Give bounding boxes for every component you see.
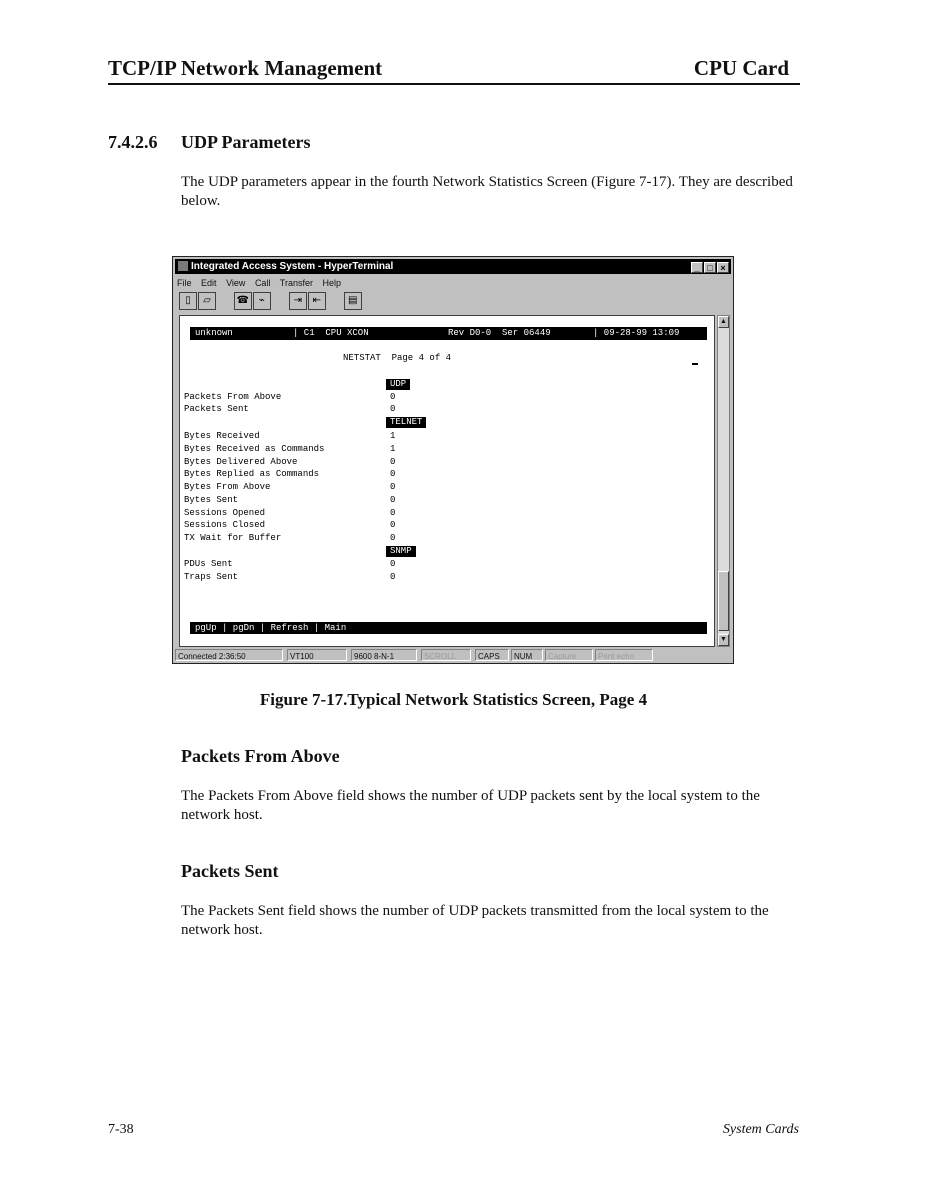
new-file-icon[interactable]: ▯ (179, 292, 197, 310)
field-heading: Packets Sent (181, 861, 279, 881)
window-statusbar (175, 649, 731, 662)
terminal-status-left: unknown (195, 328, 233, 338)
status-scroll: SCROLL (421, 649, 471, 661)
terminal-status-card: | C1 CPU XCON (293, 328, 369, 338)
menu-call[interactable]: Call (254, 278, 271, 288)
stat-label: Sessions Opened (184, 508, 266, 518)
stat-value: 1 (390, 444, 396, 454)
menubar (177, 276, 348, 290)
header-title: TCP/IP Network Management (108, 56, 383, 80)
scroll-down-icon[interactable]: ▼ (718, 634, 729, 646)
telnet-tag: TELNET (386, 417, 426, 428)
stat-label: TX Wait for Buffer (184, 533, 282, 543)
stat-value: 0 (390, 495, 396, 505)
stat-label: Bytes Replied as Commands (184, 469, 320, 479)
hyperterminal-window (172, 256, 734, 664)
status-print-echo: Print echo (595, 649, 653, 661)
stat-label: Bytes Received (184, 431, 260, 441)
intro-paragraph: The UDP parameters appear in the fourth Network Statistics Screen (Figure 7-17). They are described below. (181, 174, 793, 209)
terminal-status-rev: Rev D0-0 Ser 06449 (448, 328, 551, 338)
status-connected: Connected 2:36:50 (175, 649, 283, 661)
terminal-status-bar (190, 327, 707, 340)
stat-label: Packets From Above (184, 392, 282, 402)
window-title: Integrated Access System - HyperTerminal (191, 261, 394, 272)
stat-value: 0 (390, 572, 396, 582)
send-file-icon[interactable]: ⇥ (289, 292, 307, 310)
status-emulation: VT100 (287, 649, 347, 661)
terminal-status-date: | 09-28-99 13:09 (593, 328, 680, 338)
terminal-screen[interactable] (179, 315, 715, 647)
properties-icon[interactable]: ▤ (344, 292, 362, 310)
section-number: 7.4.2.6 (108, 132, 158, 152)
section-title: UDP Parameters (181, 132, 311, 152)
page-number: 7-38 (108, 1122, 134, 1137)
receive-file-icon[interactable]: ⇤ (308, 292, 326, 310)
disconnect-phone-icon[interactable]: ⌁ (253, 292, 271, 310)
status-capture: Capture (545, 649, 593, 661)
stat-value: 0 (390, 508, 396, 518)
stat-value: 0 (390, 559, 396, 569)
figure-caption: Figure 7-17.Typical Network Statistics Screen, Page 4 (259, 690, 648, 709)
stat-label: Bytes Sent (184, 495, 239, 505)
stat-value: 0 (390, 533, 396, 543)
menu-view[interactable]: View (226, 278, 246, 288)
vertical-scrollbar[interactable] (717, 315, 730, 647)
stat-value: 0 (390, 457, 396, 467)
hyperterminal-app-icon (178, 261, 188, 271)
scroll-up-icon[interactable]: ▲ (718, 316, 729, 328)
stat-value: 0 (390, 482, 396, 492)
terminal-command-bar[interactable]: pgUp | pgDn | Refresh | Main (190, 622, 707, 634)
window-controls (690, 261, 729, 276)
footer-chapter: System Cards (722, 1122, 799, 1137)
field-description: The Packets Sent field shows the number of UDP packets transmitted from the local system to the network host. (181, 903, 769, 938)
minimize-icon[interactable]: _ (691, 262, 703, 273)
menu-transfer[interactable]: Transfer (279, 278, 313, 288)
header-rule (108, 83, 800, 85)
udp-tag: UDP (386, 379, 410, 390)
connect-phone-icon[interactable]: ☎ (234, 292, 252, 310)
netstat-heading: NETSTAT Page 4 of 4 (343, 353, 452, 363)
status-settings: 9600 8-N-1 (351, 649, 417, 661)
status-num: NUM (511, 649, 543, 661)
maximize-icon[interactable]: □ (704, 262, 716, 273)
text-cursor (692, 363, 698, 365)
stat-label: Bytes Received as Commands (184, 444, 325, 454)
stat-label: Packets Sent (184, 404, 249, 414)
close-icon[interactable]: × (717, 262, 729, 273)
scroll-thumb[interactable] (718, 571, 729, 631)
window-titlebar (175, 259, 731, 274)
stat-value: 0 (390, 520, 396, 530)
stat-label: Bytes Delivered Above (184, 457, 298, 467)
stat-label: Bytes From Above (184, 482, 271, 492)
stat-value: 0 (390, 404, 396, 414)
menu-help[interactable]: Help (322, 278, 342, 288)
status-caps: CAPS (475, 649, 509, 661)
toolbar (179, 292, 363, 312)
field-description: The Packets From Above field shows the number of UDP packets sent by the local system to the network host. (181, 788, 760, 823)
open-folder-icon[interactable]: ▱ (198, 292, 216, 310)
stat-value: 0 (390, 392, 396, 402)
stat-value: 0 (390, 469, 396, 479)
stat-label: Traps Sent (184, 572, 239, 582)
stat-value: 1 (390, 431, 396, 441)
header-section: CPU Card (693, 56, 789, 80)
field-heading: Packets From Above (181, 746, 340, 766)
stat-label: Sessions Closed (184, 520, 266, 530)
snmp-tag: SNMP (386, 546, 416, 557)
menu-edit[interactable]: Edit (201, 278, 217, 288)
stat-label: PDUs Sent (184, 559, 233, 569)
menu-file[interactable]: File (177, 278, 192, 288)
